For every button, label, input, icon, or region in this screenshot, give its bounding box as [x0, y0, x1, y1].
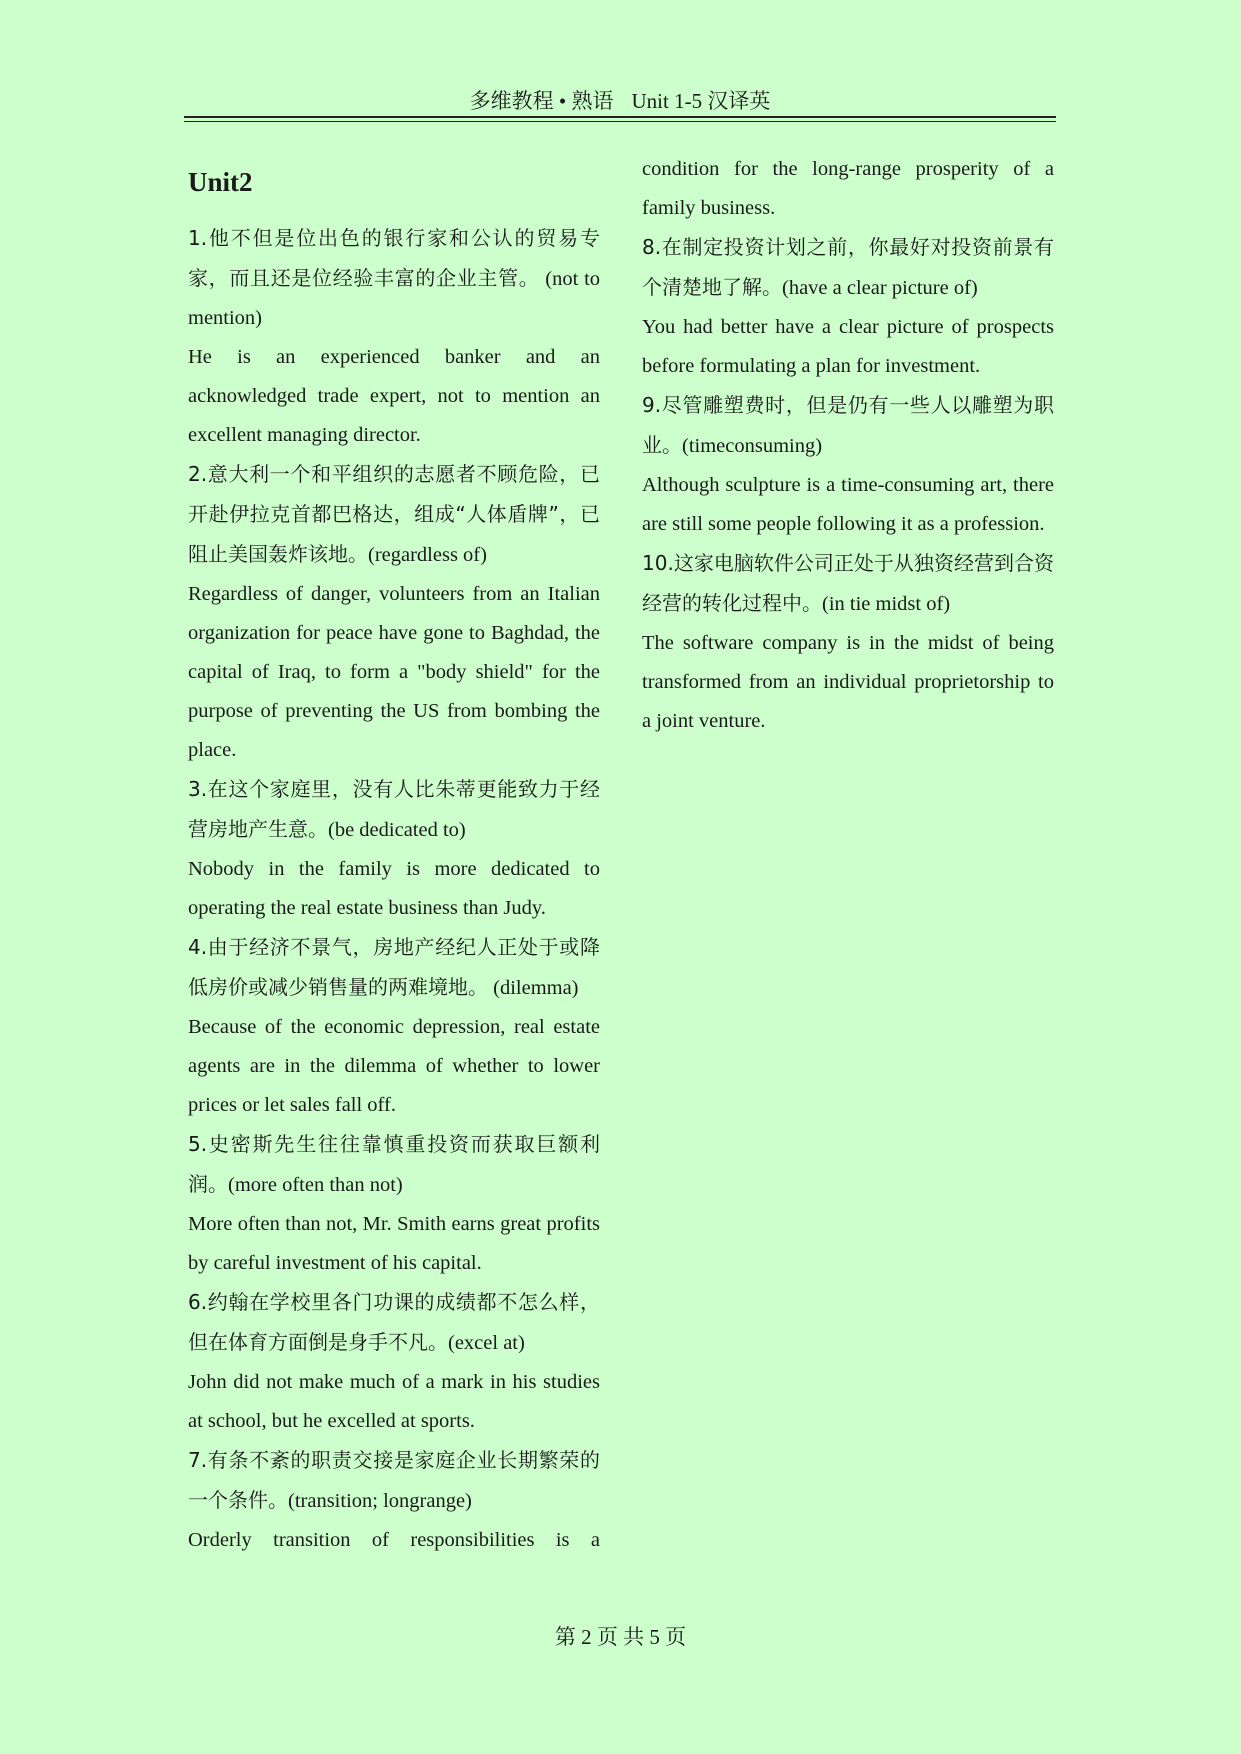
item-3-zh: 3.在这个家庭里，没有人比朱蒂更能致力于经营房地产生意。: [188, 777, 600, 841]
item-5-answer: More often than not, Mr. Smith earns great profits by careful investment of his capital.: [188, 1213, 600, 1274]
item-4-answer: Because of the economic depression, real estate agents are in the dilemma of whether to lower prices or let sales fall off.: [188, 1016, 600, 1116]
item-7-answer-end: condition for the long-range prosperity of a family business.: [642, 158, 1054, 219]
item-2-question: [188, 455, 600, 575]
right-column: [642, 150, 1054, 741]
item-10-hint: (in tie midst of): [822, 593, 951, 615]
item-1-question: [188, 219, 600, 338]
header-course: 多维教程 • 熟语: [469, 89, 614, 113]
item-10-answer: The software company is in the midst of being transformed from an individual proprietorship to a joint venture.: [642, 632, 1054, 732]
item-7-question: [188, 1441, 600, 1521]
header-rule-thin: [184, 121, 1056, 122]
item-5-zh: 5.史密斯先生往往靠慎重投资而获取巨额利润。: [188, 1132, 600, 1196]
item-6-answer: John did not make much of a mark in his studies at school, but he excelled at sports.: [188, 1371, 600, 1432]
header-rule-thick: [184, 116, 1056, 118]
item-10-question: [642, 544, 1054, 624]
item-7-zh: 7.有条不紊的职责交接是家庭企业长期繁荣的一个条件。: [188, 1448, 600, 1512]
item-3-question: [188, 770, 600, 850]
item-4-hint: (dilemma): [493, 977, 579, 999]
item-8-hint: (have a clear picture of): [782, 277, 978, 299]
item-2-zh: 2.意大利一个和平组织的志愿者不顾危险，已开赴伊拉克首都巴格达，组成“人体盾牌”，已阻止美国轰炸该地。: [188, 462, 600, 566]
item-9-zh: 9.尽管雕塑费时，但是仍有一些人以雕塑为职业。: [642, 393, 1054, 457]
item-1-answer: He is an experienced banker and an acknowledged trade expert, not to mention an excellent managing director.: [188, 346, 600, 446]
item-5-hint: (more often than not): [228, 1174, 403, 1196]
item-2-answer: Regardless of danger, volunteers from an Italian organization for peace have gone to Baghdad, the capital of Iraq, to form a "body shield" for the purpose of preventing the US from bombing the place.: [188, 583, 600, 761]
left-column: [188, 164, 600, 1560]
item-6-hint: (excel at): [448, 1332, 525, 1354]
item-10-zh: 10.这家电脑软件公司正处于从独资经营到合资经营的转化过程中。: [642, 551, 1054, 615]
item-4-zh: 4.由于经济不景气，房地产经纪人正处于或降低房价或减少销售量的两难境地。: [188, 935, 600, 999]
item-3-hint: (be dedicated to): [328, 819, 466, 841]
item-8-answer: You had better have a clear picture of prospects before formulating a plan for investment.: [642, 316, 1054, 377]
item-8-question: [642, 228, 1054, 308]
item-9-hint: (timeconsuming): [682, 435, 823, 457]
item-8-zh: 8.在制定投资计划之前，你最好对投资前景有个清楚地了解。: [642, 235, 1054, 299]
item-5-question: [188, 1125, 600, 1205]
item-9-question: [642, 386, 1054, 466]
item-4-question: [188, 928, 600, 1008]
item-7-hint: (transition; longrange): [288, 1490, 472, 1512]
item-9-answer: Although sculpture is a time-consuming art, there are still some people following it as a profession.: [642, 474, 1054, 535]
header-unit: Unit 1-5 汉译英: [631, 89, 771, 113]
item-6-zh: 6.约翰在学校里各门功课的成绩都不怎么样，但在体育方面倒是身手不凡。: [188, 1290, 600, 1354]
page-header: [184, 84, 1056, 118]
item-2-hint: (regardless of): [368, 544, 487, 566]
item-3-answer: Nobody in the family is more dedicated to operating the real estate business than Judy.: [188, 858, 600, 919]
item-7-answer-start: Orderly transition of responsibilities is a: [188, 1529, 600, 1551]
item-6-question: [188, 1283, 600, 1363]
item-1-zh: 1.他不但是位出色的银行家和公认的贸易专家，而且还是位经验丰富的企业主管。: [188, 226, 600, 290]
item-1-hint: (not to mention): [188, 268, 601, 329]
page-footer: 第 2 页 共 5 页: [554, 1625, 687, 1649]
section-title: Unit2: [188, 167, 253, 197]
